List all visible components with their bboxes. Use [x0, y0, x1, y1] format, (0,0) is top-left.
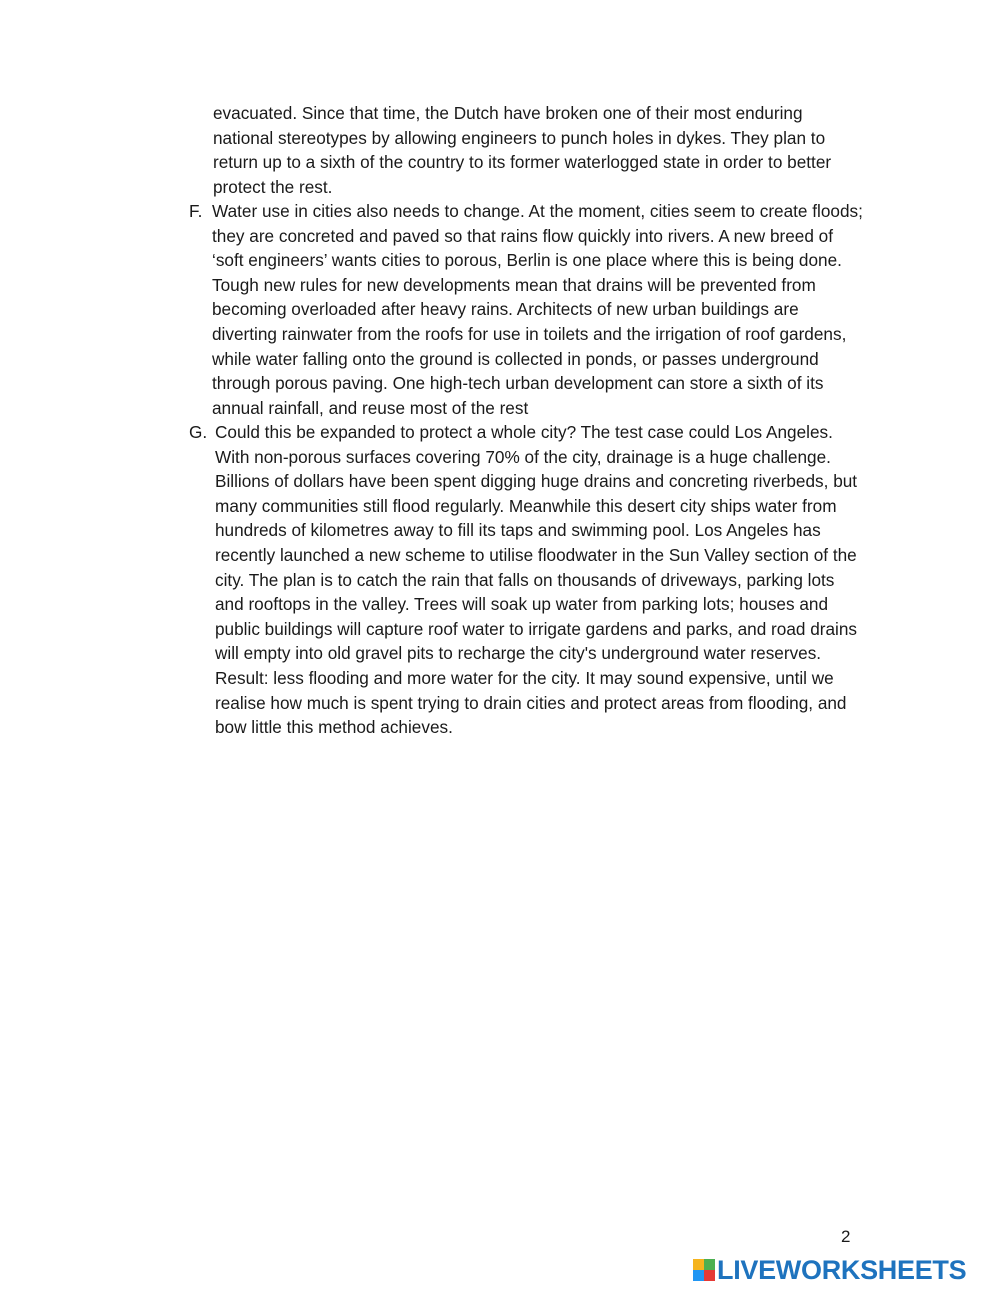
continued-paragraph [213, 101, 913, 199]
paragraph-line: city. The plan is to catch the rain that falls on thousands of driveways, parking lots [215, 569, 835, 590]
list-item-f [189, 199, 919, 420]
paragraph-line: Billions of dollars have been spent digging huge drains and concreting riverbeds, but [215, 471, 858, 492]
paragraph-line: national stereotypes by allowing engineers to punch holes in dykes. They plan to [213, 127, 826, 148]
list-item-body [212, 199, 919, 420]
liveworksheets-logo-icon [693, 1259, 715, 1281]
paragraph-line: many communities still flood regularly. Meanwhile this desert city ships water from [215, 495, 837, 516]
paragraph-line: protect the rest. [213, 176, 333, 197]
list-item-body [215, 420, 919, 740]
paragraph-line: bow little this method achieves. [215, 717, 453, 738]
paragraph-line: and rooftops in the valley. Trees will soak up water from parking lots; houses and [215, 594, 829, 615]
paragraph-line: Could this be expanded to protect a whole city? The test case could Los Angeles. [215, 422, 833, 442]
brand-name: LIVEWORKSHEETS [717, 1254, 967, 1285]
paragraph-line: will empty into old gravel pits to recharge the city's underground water reserves. [215, 643, 822, 664]
paragraph-line: through porous paving. One high-tech urban development can store a sixth of its [212, 373, 824, 394]
paragraph-line: Tough new rules for new developments mean that drains will be prevented from [212, 274, 816, 295]
paragraph-line: With non-porous surfaces covering 70% of the city, drainage is a huge challenge. [215, 446, 831, 467]
paragraph-line: return up to a sixth of the country to its former waterlogged state in order to better [213, 152, 832, 173]
paragraph-line: annual rainfall, and reuse most of the rest [212, 397, 529, 418]
list-marker: G. [189, 422, 208, 442]
paragraph-line: Water use in cities also needs to change. At the moment, cities seem to create floods; [212, 201, 863, 221]
paragraph-line: evacuated. Since that time, the Dutch have broken one of their most enduring [213, 103, 803, 123]
paragraph-line: realise how much is spent trying to drain cities and protect areas from flooding, and [215, 692, 847, 713]
paragraph-line: becoming overloaded after heavy rains. Architects of new urban buildings are [212, 299, 799, 320]
paragraph-line: while water falling onto the ground is collected in ponds, or passes underground [212, 348, 819, 369]
paragraph-line: they are concreted and paved so that rains flow quickly into rivers. A new breed of [212, 225, 834, 246]
paragraph-line: recently launched a new scheme to utilise floodwater in the Sun Valley section of the [215, 544, 857, 565]
paragraph-line: hundreds of kilometres away to fill its taps and swimming pool. Los Angeles has [215, 520, 821, 541]
paragraph-line: Result: less flooding and more water for the city. It may sound expensive, until we [215, 667, 834, 688]
list-marker: F. [189, 201, 203, 221]
paragraph-line: public buildings will capture roof water to irrigate gardens and parks, and road drains [215, 618, 858, 639]
brand-footer[interactable] [693, 1254, 966, 1286]
list-item-g [189, 420, 919, 740]
page-number: 2 [841, 1227, 851, 1246]
paragraph-line: ‘soft engineers’ wants cities to porous, Berlin is one place where this is being done. [212, 250, 842, 271]
paragraph-line: diverting rainwater from the roofs for use in toilets and the irrigation of roof gardens, [212, 323, 847, 344]
